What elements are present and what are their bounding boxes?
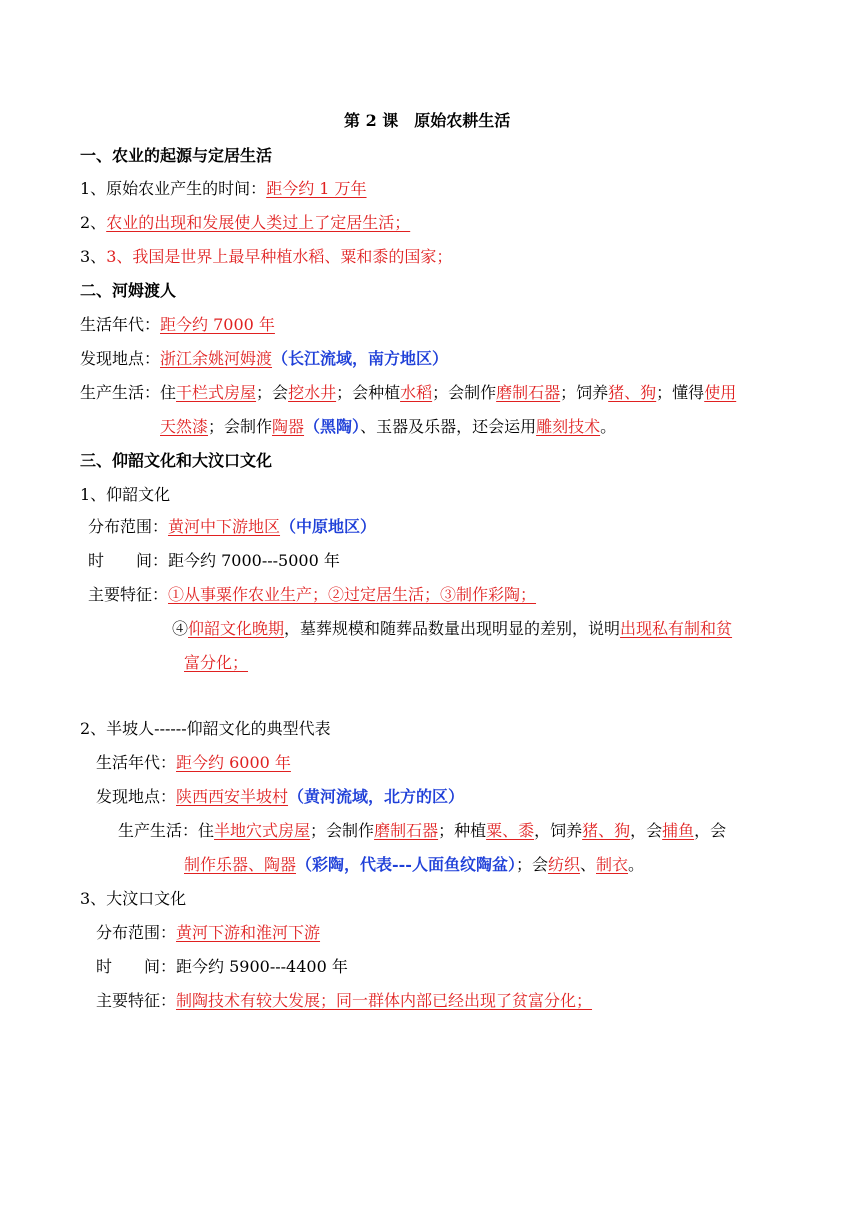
answer: 距今约 6000 年: [176, 753, 291, 772]
hemudu-era-answer: 距今约 7000 年: [160, 315, 275, 334]
note: （彩陶，代表---人面鱼纹陶盆）: [296, 855, 516, 874]
yangshao-subheading: 1、仰韶文化: [80, 485, 171, 504]
text: ④: [172, 619, 189, 638]
note: （中原地区）: [280, 517, 377, 536]
yangshao-time: [88, 549, 340, 573]
answer: 纺织: [547, 855, 580, 874]
answer: 磨制石器: [496, 383, 561, 402]
text: ；会: [515, 855, 548, 874]
label: 生活年代：: [96, 753, 177, 772]
answer: 富分化；: [184, 653, 249, 672]
label: 分布范围：: [96, 923, 177, 942]
text: ，会: [694, 821, 727, 840]
s1-l1-text: 1、原始农业产生的时间：: [80, 179, 267, 198]
answer: 仰韶文化晚期: [188, 619, 285, 638]
answer: 水稻: [400, 383, 433, 402]
text: ；会制作: [208, 417, 273, 436]
page-title: 第 2 课 原始农耕生活: [344, 111, 511, 130]
banpo-production-line-2: [184, 853, 644, 877]
banpo-era: [96, 751, 291, 775]
text: ；会制作: [310, 821, 375, 840]
answer: 陶器: [272, 417, 305, 436]
s1-line-2: [80, 211, 410, 235]
answer: 天然漆: [160, 417, 209, 436]
hemudu-site-note: （长江流域，南方地区）: [272, 349, 449, 368]
answer: 制陶技术有较大发展；同一群体内部已经出现了贫富分化；: [176, 991, 593, 1010]
yangshao-feature-4-line-1: [172, 617, 732, 641]
label: 时 间：: [88, 551, 169, 570]
banpo-site: [96, 785, 464, 809]
text: ；会种植: [336, 383, 401, 402]
answer: 半地穴式房屋: [214, 821, 311, 840]
hemudu-site: [80, 347, 448, 371]
hemudu-era-label: 生活年代：: [80, 315, 161, 334]
answer: 猪、狗: [582, 821, 631, 840]
s1-line-3: [80, 245, 452, 269]
value: 距今约 7000---5000 年: [168, 551, 340, 570]
section-heading-3: 三、仰韶文化和大汶口文化: [80, 451, 273, 470]
text: 、: [579, 855, 596, 874]
answer: 制作乐器、陶器: [184, 855, 297, 874]
answer: 黄河中下游地区: [168, 517, 281, 536]
hemudu-site-label: 发现地点：: [80, 349, 161, 368]
answer: 挖水井: [288, 383, 337, 402]
dawenkou-time: [96, 955, 348, 979]
text: ，饲养: [534, 821, 583, 840]
label: 主要特征：: [96, 991, 177, 1010]
text: ；懂得: [656, 383, 705, 402]
text: 、玉器及乐器，还会运用: [360, 417, 537, 436]
hemudu-production-line-1: [80, 381, 736, 405]
dawenkou-features: [96, 989, 592, 1013]
dawenkou-subheading: 3、大汶口文化: [80, 889, 187, 908]
answer: 粟、黍: [486, 821, 535, 840]
label: 主要特征：: [88, 585, 169, 604]
answer: 雕刻技术: [536, 417, 601, 436]
text: 。: [600, 417, 617, 436]
text: ，会: [630, 821, 663, 840]
text: 。: [628, 855, 645, 874]
s1-l1-answer: 距今约 1 万年: [266, 179, 367, 198]
hemudu-prod-label: 生产生活：: [80, 383, 161, 402]
label: 发现地点：: [96, 787, 177, 806]
s1-l3-answer: 3、我国是世界上最早种植水稻、粟和黍的国家；: [106, 247, 453, 266]
hemudu-era: [80, 313, 275, 337]
text: ；会: [256, 383, 289, 402]
answer: 陕西西安半坡村: [176, 787, 289, 806]
answer: 捕鱼: [662, 821, 695, 840]
answer: 猪、狗: [608, 383, 657, 402]
s1-line-1: [80, 177, 367, 201]
yangshao-distribution: [88, 515, 376, 539]
answer: 使用: [704, 383, 737, 402]
s1-l2-answer: 农业的出现和发展使人类过上了定居生活；: [106, 213, 411, 232]
text: ，墓葬规模和随葬品数量出现明显的差别，说明: [284, 619, 621, 638]
banpo-subheading: 2、半坡人------仰韶文化的典型代表: [80, 719, 331, 738]
hemudu-site-answer: 浙江余姚河姆渡: [160, 349, 273, 368]
label: 时 间：: [96, 957, 177, 976]
s1-l3-num: 3、: [80, 247, 107, 266]
note: （黑陶）: [304, 417, 361, 436]
yangshao-features: [88, 583, 536, 607]
label: 分布范围：: [88, 517, 169, 536]
answer: 制衣: [596, 855, 629, 874]
dawenkou-distribution: [96, 921, 320, 945]
yangshao-feature-4-line-2: [184, 651, 248, 675]
hemudu-production-line-2: [160, 415, 616, 439]
s1-l2-num: 2、: [80, 213, 107, 232]
banpo-production-line-1: [118, 819, 726, 843]
text: 住: [160, 383, 177, 402]
note: （黄河流域，北方的区）: [288, 787, 465, 806]
answer: ①从事粟作农业生产；②过定居生活；③制作彩陶；: [168, 585, 537, 604]
answer: 出现私有制和贫: [620, 619, 733, 638]
answer: 黄河下游和淮河下游: [176, 923, 321, 942]
answer: 干栏式房屋: [176, 383, 257, 402]
section-heading-2: 二、河姆渡人: [80, 281, 177, 300]
value: 距今约 5900---4400 年: [176, 957, 348, 976]
text: ；饲养: [560, 383, 609, 402]
text: ；会制作: [432, 383, 497, 402]
section-heading-1: 一、农业的起源与定居生活: [80, 146, 273, 165]
label: 生产生活：: [118, 821, 199, 840]
answer: 磨制石器: [374, 821, 439, 840]
text: ；种植: [438, 821, 487, 840]
text: 住: [198, 821, 215, 840]
